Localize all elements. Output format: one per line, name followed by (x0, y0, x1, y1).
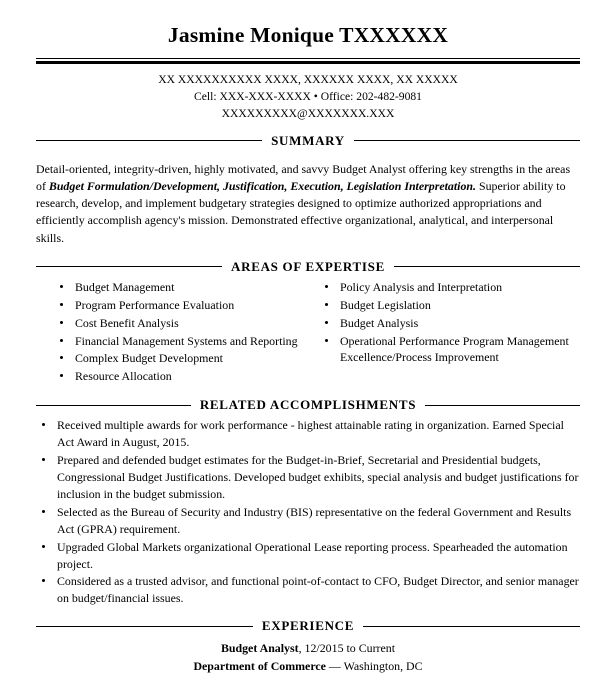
summary-text-emphasis: Budget Formulation/Development, Justification, Execution, Legislation Interpretation. (48, 178, 477, 193)
section-rule-right (425, 405, 580, 406)
candidate-name: Jasmine Monique TXXXXXX (167, 23, 449, 47)
section-rule-right (354, 140, 580, 141)
summary-text-after: Superior ability to research, develop, and implement budgetary strategies designed to optimize authorized appropriations and efficiently accomplish agency's mission. Demonstrated effective organizational, analytical, and interpersonal skills. (36, 178, 566, 245)
list-item: Budget Analysis (319, 315, 580, 332)
accomplishments-list (36, 417, 580, 607)
section-header-experience (36, 618, 580, 634)
experience-location: — Washington, DC (325, 659, 423, 674)
list-item: Upgraded Global Markets organizational Operational Lease reporting process. Spearheaded the automation project. (36, 539, 580, 573)
section-rule-right (363, 626, 580, 627)
section-title-experience: EXPERIENCE (261, 618, 355, 634)
list-item: Operational Performance Program Management Excellence/Process Improvement (319, 333, 580, 367)
expertise-column-right (319, 279, 580, 368)
expertise-column-left (54, 279, 319, 386)
contact-phones: Cell: XXX-XXX-XXXX • Office: 202-482-9081 (194, 89, 422, 103)
experience-employer-line (36, 658, 580, 676)
expertise-columns (36, 279, 580, 386)
section-rule-left (36, 140, 262, 141)
list-item: Considered as a trusted advisor, and functional point-of-contact to CFO, Budget Director, and senior manager on budget/financial issues. (36, 573, 580, 607)
section-title-accomplishments: RELATED ACCOMPLISHMENTS (199, 397, 417, 413)
section-header-summary (36, 133, 580, 149)
expertise-list-left (54, 279, 319, 385)
experience-employer: Department of Commerce (193, 659, 326, 674)
experience-job-title: Budget Analyst (220, 641, 299, 656)
contact-email: XXXXXXXXX@XXXXXXX.XXX (221, 106, 395, 120)
expertise-list-right (319, 279, 580, 367)
section-rule-right (394, 266, 580, 267)
list-item: Resource Allocation (54, 368, 319, 385)
list-item: Program Performance Evaluation (54, 297, 319, 314)
experience-title-line (36, 640, 580, 658)
list-item: Selected as the Bureau of Security and Industry (BIS) representative on the federal Government and Results Act (GPRA) requirement. (36, 504, 580, 538)
summary-paragraph (36, 161, 580, 247)
experience-job-dates: , 12/2015 to Current (298, 641, 396, 656)
contact-address: XX XXXXXXXXXX XXXX, XXXXXX XXXX, XX XXXXX (158, 72, 458, 86)
section-title-expertise: AREAS OF EXPERTISE (231, 258, 385, 274)
section-rule-left (36, 405, 191, 406)
section-rule-left (36, 626, 253, 627)
list-item: Budget Legislation (319, 297, 580, 314)
section-title-summary: SUMMARY (271, 132, 345, 148)
list-item: Received multiple awards for work performance - highest attainable rating in organization. Earned Special Act Award in August, 2015. (36, 417, 580, 451)
list-item: Cost Benefit Analysis (54, 315, 319, 332)
section-header-accomplishments (36, 397, 580, 413)
section-header-expertise (36, 259, 580, 275)
list-item: Budget Management (54, 279, 319, 296)
list-item: Prepared and defended budget estimates for the Budget-in-Brief, Secretarial and Presidential budgets, Congressional Budget Justifications. Developed budget exhibits, special analysis and budget justifications for inclusion in the budget submission. (36, 452, 580, 503)
contact-block (36, 64, 580, 122)
section-rule-left (36, 266, 222, 267)
list-item: Policy Analysis and Interpretation (319, 279, 580, 296)
experience-entry (36, 638, 580, 676)
list-item: Complex Budget Development (54, 350, 319, 367)
list-item: Financial Management Systems and Reporting (54, 333, 319, 350)
summary-text-before: Detail-oriented, integrity-driven, highly motivated, and savvy Budget Analyst offering key strengths in the areas of (36, 161, 571, 193)
